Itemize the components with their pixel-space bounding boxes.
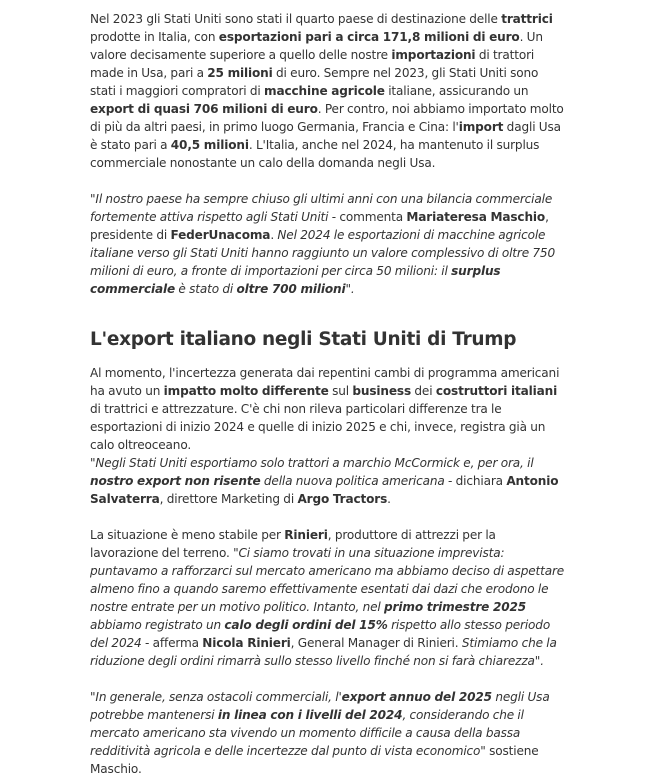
bold-run: Mariateresa Maschio	[406, 210, 546, 224]
text-run: sul	[328, 384, 353, 398]
italic-run: , considerando che il mercato americano sta vivendo un momento difficile a causa della bassa redditività agricola e delle incertezze dal punto di vista economico"	[90, 708, 524, 758]
bold-italic-run: in linea con i livelli del 2024	[217, 708, 403, 722]
italic-run: "Negli Stati Uniti esportiamo solo trattori a marchio McCormick e, per ora, il	[90, 456, 534, 470]
bold-italic-run: nostro export non risente	[90, 474, 261, 488]
text-run: di trattrici e attrezzature. C'è chi non rileva particolari differenze tra le esportazioni di inizio 2024 e quelle di inizio 2025 e chi, invece, registra già un calo oltreoceano.	[90, 402, 546, 452]
paragraph-uncertainty	[90, 364, 566, 454]
bold-run: macchine agricole	[264, 84, 385, 98]
text-run: . L'Italia, anche nel 2024, ha mantenuto il surplus commerciale nonostante un calo della domanda negli Usa.	[90, 138, 540, 170]
text-run: , produttore di attrezzi per la lavorazione del terreno.	[90, 528, 496, 560]
bold-italic-run: oltre 700 milioni	[236, 282, 346, 296]
paragraph-rinieri	[90, 526, 566, 670]
text-run: .	[270, 228, 278, 242]
text-run: , presidente di	[90, 210, 549, 242]
text-run: Nel 2023 gli Stati Uniti sono stati il quarto paese di destinazione delle	[90, 12, 502, 26]
italic-run: rispetto allo stesso periodo del 2024	[90, 618, 551, 650]
text-run: - commenta	[328, 210, 407, 224]
bold-run: Rinieri	[284, 528, 328, 542]
italic-run: abbiamo registrato un	[90, 618, 225, 632]
bold-run: costruttori italiani	[435, 384, 558, 398]
italic-run: della nuova politica americana	[260, 474, 445, 488]
text-run: La situazione è meno stabile per	[90, 528, 285, 542]
bold-run: export di quasi 706 milioni di euro	[90, 102, 318, 116]
bold-run: 25 milioni	[207, 66, 273, 80]
italic-run: Stimiamo che la riduzione degli ordini rimarrà sullo stesso livello finché non si farà chiarezza".	[90, 636, 557, 668]
italic-run: Nel 2024 le esportazioni di macchine agricole italiane verso gli Stati Uniti hanno raggiunto un valore complessivo di oltre 750 milioni di euro, a fronte di importazioni per circa 50 milioni: il	[90, 228, 556, 278]
text-run: .	[387, 492, 391, 506]
italic-run: negli Usa potrebbe mantenersi	[90, 690, 550, 722]
text-run: , General Manager di Rinieri.	[290, 636, 462, 650]
bold-run: trattrici	[501, 12, 553, 26]
bold-run: FederUnacoma	[170, 228, 271, 242]
text-run: - dichiara	[444, 474, 507, 488]
text-run: sostiene Maschio.	[90, 744, 539, 776]
text-run: Al momento, l'incertezza generata dai repentini cambi di programma americani ha avuto un	[90, 366, 560, 398]
bold-run: import	[458, 120, 504, 134]
text-run: italiane, assicurando un	[384, 84, 529, 98]
bold-italic-run: primo trimestre 2025	[384, 600, 527, 614]
bold-run: importazioni	[391, 48, 476, 62]
paragraph-quote-maschio	[90, 190, 566, 298]
paragraph-quote-maschio-closing	[90, 688, 566, 778]
bold-run: impatto molto differente	[163, 384, 329, 398]
bold-run: Argo Tractors	[297, 492, 388, 506]
bold-run: Nicola Rinieri	[202, 636, 291, 650]
italic-run: "Ci siamo trovati in una situazione imprevista: puntavamo a rafforzarci sul mercato americano ma abbiamo deciso di aspettare almeno fino a quando saremo effettivamente esentati dai dazi che erodono le nostre entrate per un motivo politico. Intanto, nel	[90, 546, 565, 614]
text-run: dei	[411, 384, 436, 398]
section-heading: L'export italiano negli Stati Uniti di Trump	[90, 329, 517, 350]
text-run: di trattori made in Usa, pari a	[90, 48, 535, 80]
italic-run: ".	[345, 282, 355, 296]
text-run: . Un valore decisamente superiore a quello delle nostre	[90, 30, 543, 62]
bold-italic-run: export annuo del 2025	[341, 690, 492, 704]
italic-run: "Il nostro paese ha sempre chiuso gli ultimi anni con una bilancia commerciale fortemente attiva rispetto agli Stati Uniti	[90, 192, 553, 224]
italic-run: "In generale, senza ostacoli commerciali, l'	[90, 690, 342, 704]
bold-run: business	[352, 384, 412, 398]
bold-run: esportazioni pari a circa 171,8 milioni di euro	[218, 30, 520, 44]
text-run: - afferma	[141, 636, 203, 650]
bold-run: Antonio Salvaterra	[90, 474, 559, 506]
text-run: , direttore Marketing di	[159, 492, 298, 506]
bold-italic-run: surplus commerciale	[90, 264, 501, 296]
italic-run: è stato di	[175, 282, 237, 296]
text-run: prodotte in Italia, con	[90, 30, 219, 44]
text-run: di euro. Sempre nel 2023, gli Stati Uniti sono stati i maggiori compratori di	[90, 66, 539, 98]
bold-italic-run: calo degli ordini del 15%	[224, 618, 388, 632]
bold-run: 40,5 milioni	[170, 138, 249, 152]
paragraph-quote-salvaterra	[90, 454, 566, 508]
text-run: . Per contro, noi abbiamo importato molto di più da altri paesi, in primo luogo Germania, Francia e Cina: l'	[90, 102, 564, 134]
text-run: dagli Usa è stato pari a	[90, 120, 561, 152]
paragraph-intro	[90, 10, 566, 172]
